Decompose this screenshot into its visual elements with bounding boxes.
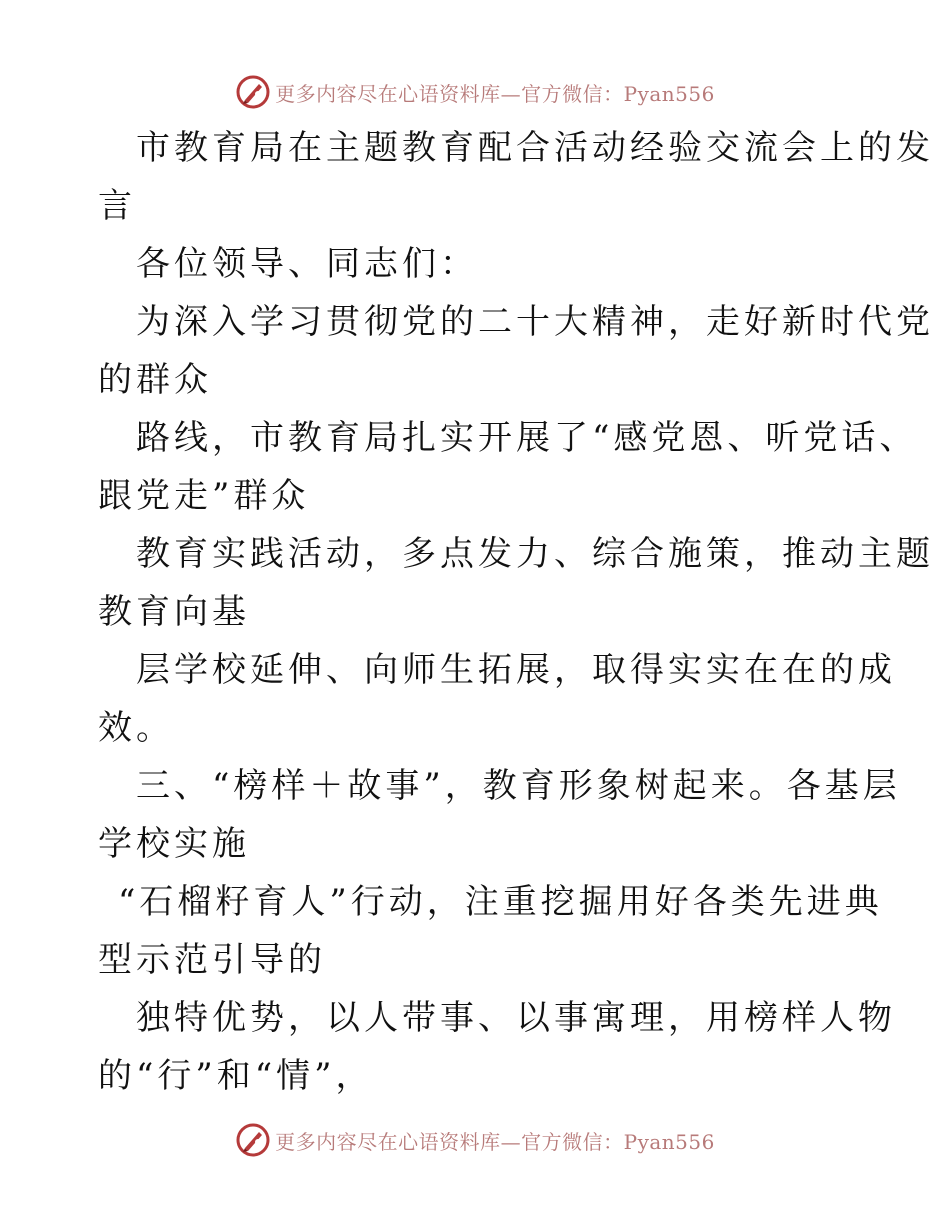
section-heading-line: 三、“榜样＋故事”，教育形象树起来。各基层 xyxy=(136,766,901,806)
title-line-1: 市教育局在主题教育配合活动经验交流会上的发 xyxy=(136,128,934,168)
paragraph-line: 为深入学习贯彻党的二十大精神，走好新时代党 xyxy=(136,302,934,342)
paragraph-line: 效。 xyxy=(98,708,174,748)
paragraph-line: 教育实践活动，多点发力、综合施策，推动主题 xyxy=(136,534,934,574)
watermark-text: 更多内容尽在心语资料库—官方微信：Pyan556 xyxy=(275,1129,715,1154)
title-line-2: 言 xyxy=(98,186,136,226)
paragraph-line: 独特优势，以人带事、以事寓理，用榜样人物 xyxy=(136,998,896,1038)
paragraph-line: 跟党走”群众 xyxy=(98,476,310,516)
paragraph-line: 层学校延伸、向师生拓展，取得实实在在的成 xyxy=(136,650,896,690)
pen-circle-logo-icon xyxy=(235,1122,271,1158)
paragraph-line: “石榴籽育人”行动，注重挖掘用好各类先进典 xyxy=(118,882,883,922)
paragraph-line: 的群众 xyxy=(98,360,212,400)
paragraph-line: 路线，市教育局扎实开展了“感党恩、听党话、 xyxy=(136,418,918,458)
paragraph-line: 型示范引导的 xyxy=(98,940,326,980)
watermark-text: 更多内容尽在心语资料库—官方微信：Pyan556 xyxy=(275,81,715,106)
paragraph-line: 学校实施 xyxy=(98,824,250,864)
paragraph-line: 教育向基 xyxy=(98,592,250,632)
paragraph-line: 的“行”和“情”， xyxy=(98,1056,374,1096)
watermark-footer xyxy=(0,1120,950,1160)
salutation: 各位领导、同志们： xyxy=(136,244,478,284)
